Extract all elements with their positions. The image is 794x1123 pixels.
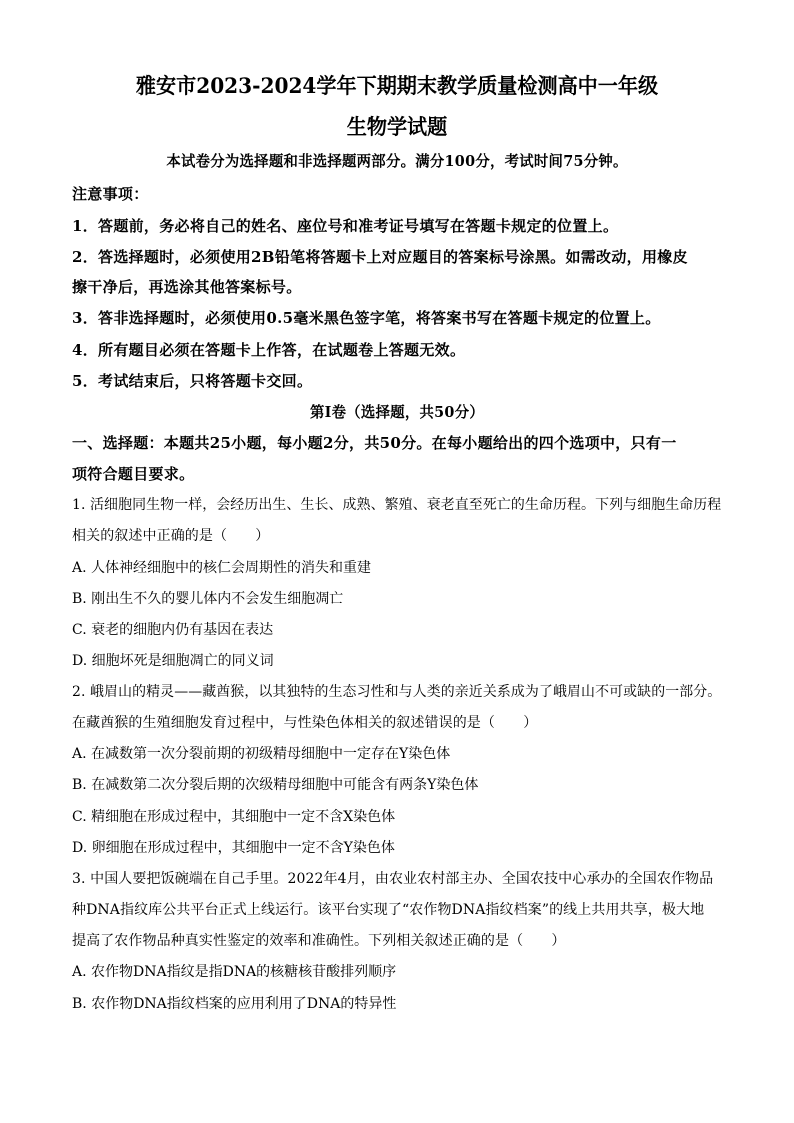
notice-item: 5．考试结束后，只将答题卡交回。 [72, 372, 313, 390]
question-1-option-b: B. 刚出生不久的婴儿体内不会发生细胞凋亡 [72, 591, 344, 607]
notice-item: 2．答选择题时，必须使用2B铅笔将答题卡上对应题目的答案标号涂黑。如需改动，用橡皮 [72, 248, 688, 266]
question-2-stem: 在藏酋猴的生殖细胞发育过程中，与性染色体相关的叙述错误的是（ ） [72, 715, 538, 731]
question-3-stem: 3. 中国人要把饭碗端在自己手里。2022年4月，由农业农村部主办、全国农技中心承办的全国农作物品 [72, 871, 714, 887]
question-3-stem: 种DNA指纹库公共平台正式上线运行。该平台实现了“农作物DNA指纹档案”的线上共用共享，极大地 [72, 902, 705, 918]
question-1-stem: 相关的叙述中正确的是（ ） [72, 528, 270, 544]
question-3-option-a: A. 农作物DNA指纹是指DNA的核糖核苷酸排列顺序 [72, 964, 397, 980]
question-1-option-a: A. 人体神经细胞中的核仁会周期性的消失和重建 [72, 560, 372, 576]
question-2-option-b: B. 在减数第二次分裂后期的次级精母细胞中可能含有两条Y染色体 [72, 777, 479, 793]
question-2-option-c: C. 精细胞在形成过程中，其细胞中一定不含X染色体 [72, 809, 396, 825]
question-2-option-d: D. 卵细胞在形成过程中，其细胞中一定不含Y染色体 [72, 840, 395, 856]
question-3-stem: 提高了农作物品种真实性鉴定的效率和准确性。下列相关叙述正确的是（ ） [72, 933, 566, 949]
part1-heading: 第Ⅰ卷（选择题，共50分） [310, 403, 484, 421]
question-1-option-c: C. 衰老的细胞内仍有基因在表达 [72, 622, 274, 638]
notice-item: 擦干净后，再选涂其他答案标号。 [72, 278, 302, 296]
exam-intro: 本试卷分为选择题和非选择题两部分。满分100分，考试时间75分钟。 [166, 152, 628, 170]
notice-heading: 注意事项： [72, 185, 149, 203]
notice-item: 3．答非选择题时，必须使用0.5毫米黑色签字笔，将答案书写在答题卡规定的位置上。 [72, 309, 661, 327]
notice-item: 1．答题前，务必将自己的姓名、座位号和准考证号填写在答题卡规定的位置上。 [72, 217, 619, 235]
notice-item: 4．所有题目必须在答题卡上作答，在试题卷上答题无效。 [72, 341, 466, 359]
exam-subtitle: 生物学试题 [346, 114, 448, 139]
question-3-option-b: B. 农作物DNA指纹档案的应用利用了DNA的特异性 [72, 996, 397, 1012]
section-instructions: 项符合题目要求。 [72, 465, 195, 483]
section-instructions: 一、选择题：本题共25小题，每小题2分，共50分。在每小题给出的四个选项中，只有一 [72, 434, 677, 452]
question-2-stem: 2. 峨眉山的精灵——藏酋猴，以其独特的生态习性和与人类的亲近关系成为了峨眉山不可或缺的一部分。 [72, 684, 722, 700]
question-1-option-d: D. 细胞坏死是细胞凋亡的同义词 [72, 653, 274, 669]
question-1-stem: 1. 活细胞同生物一样，会经历出生、生长、成熟、繁殖、衰老直至死亡的生命历程。下列与细胞生命历程 [72, 497, 722, 513]
question-2-option-a: A. 在减数第一次分裂前期的初级精母细胞中一定存在Y染色体 [72, 746, 451, 762]
exam-title: 雅安市2023-2024学年下期期末教学质量检测高中一年级 [135, 73, 659, 98]
